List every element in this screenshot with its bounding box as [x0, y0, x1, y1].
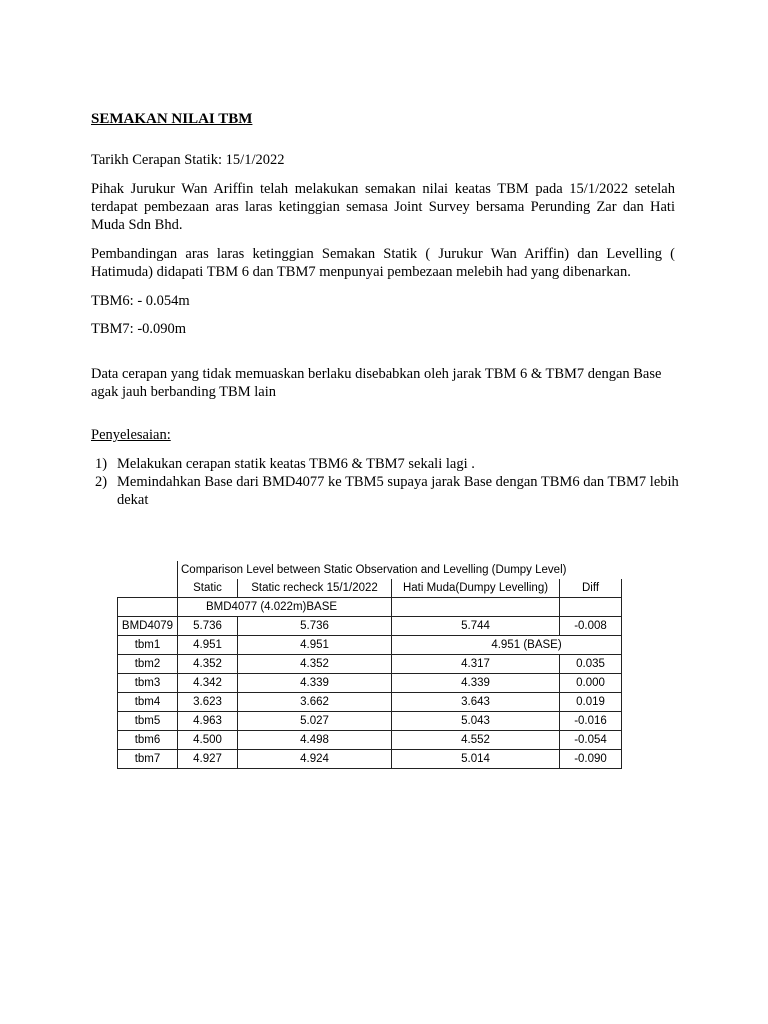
table-row: [118, 731, 622, 750]
station-name: tbm7: [118, 750, 178, 769]
table-row: [118, 674, 622, 693]
table-row: [118, 636, 622, 655]
hati-value: 4.339: [392, 674, 560, 693]
list-item: [95, 455, 695, 473]
diff-value: -0.008: [560, 617, 622, 636]
table-title: Comparison Level between Static Observation and Levelling (Dumpy Level): [178, 561, 622, 579]
table-row: [118, 655, 622, 674]
hati-value: 5.014: [392, 750, 560, 769]
static-value: 4.342: [178, 674, 238, 693]
table-row: [118, 617, 622, 636]
station-name: tbm5: [118, 712, 178, 731]
station-name: tbm3: [118, 674, 178, 693]
hati-value: 4.951 (BASE): [392, 636, 622, 655]
static-value: 5.736: [178, 617, 238, 636]
table-header-row: [118, 579, 622, 598]
table-title-row: [118, 561, 622, 579]
recheck-value: 4.951: [238, 636, 392, 655]
station-name: tbm1: [118, 636, 178, 655]
station-name: tbm2: [118, 655, 178, 674]
recheck-value: 3.662: [238, 693, 392, 712]
diff-value: 0.035: [560, 655, 622, 674]
tbm6-difference: TBM6: - 0.054m: [91, 293, 190, 309]
static-value: 4.500: [178, 731, 238, 750]
paragraph-intro: Pihak Jurukur Wan Ariffin telah melakukan semakan nilai keatas TBM pada 15/1/2022 setelah terdapat pembezaan aras laras ketinggian semasa Joint Survey bersama Perunding Zar dan Hati Muda Sdn Bhd.: [91, 181, 675, 233]
hati-value: 5.744: [392, 617, 560, 636]
diff-value: -0.090: [560, 750, 622, 769]
station-name: tbm4: [118, 693, 178, 712]
document-title: SEMAKAN NILAI TBM: [91, 111, 253, 127]
recheck-value: 5.027: [238, 712, 392, 731]
observation-date: Tarikh Cerapan Statik: 15/1/2022: [91, 152, 285, 168]
table-base-row: [118, 598, 622, 617]
table-row: [118, 750, 622, 769]
static-value: 4.352: [178, 655, 238, 674]
base-label: BMD4077 (4.022m)BASE: [178, 598, 392, 617]
solution-heading: Penyelesaian:: [91, 427, 171, 443]
list-item: [95, 473, 695, 509]
tbm7-difference: TBM7: -0.090m: [91, 321, 187, 337]
diff-value: -0.054: [560, 731, 622, 750]
hati-value: 4.317: [392, 655, 560, 674]
hati-value: 3.643: [392, 693, 560, 712]
recheck-value: 4.352: [238, 655, 392, 674]
solution-list: [95, 455, 695, 509]
static-value: 4.927: [178, 750, 238, 769]
recheck-value: 4.498: [238, 731, 392, 750]
station-name: BMD4079: [118, 617, 178, 636]
list-text: Melakukan cerapan statik keatas TBM6 & TBM7 sekali lagi .: [117, 456, 475, 472]
paragraph-comparison: Pembandingan aras laras ketinggian Semakan Statik ( Jurukur Wan Ariffin) dan Levelling ( Hatimuda) didapati TBM 6 dan TBM7 menpunyai pembezaan melebih had yang dibenarkan.: [91, 246, 675, 280]
table-row: [118, 712, 622, 731]
diff-value: 0.000: [560, 674, 622, 693]
header-static-recheck: Static recheck 15/1/2022: [238, 579, 392, 598]
table-row: [118, 693, 622, 712]
paragraph-cause: Data cerapan yang tidak memuaskan berlaku disebabkan oleh jarak TBM 6 & TBM7 dengan Base agak jauh berbanding TBM lain: [91, 366, 662, 400]
static-value: 4.951: [178, 636, 238, 655]
static-value: 4.963: [178, 712, 238, 731]
diff-value: 0.019: [560, 693, 622, 712]
comparison-table-image: [117, 561, 621, 769]
station-name: tbm6: [118, 731, 178, 750]
header-diff: Diff: [560, 579, 622, 598]
header-hati-muda: Hati Muda(Dumpy Levelling): [392, 579, 560, 598]
table-body: [118, 617, 622, 769]
hati-value: 4.552: [392, 731, 560, 750]
recheck-value: 5.736: [238, 617, 392, 636]
header-static: Static: [178, 579, 238, 598]
list-number: 2): [95, 474, 108, 490]
comparison-table: [117, 561, 622, 769]
static-value: 3.623: [178, 693, 238, 712]
diff-value: -0.016: [560, 712, 622, 731]
list-number: 1): [95, 456, 108, 472]
recheck-value: 4.924: [238, 750, 392, 769]
list-text: Memindahkan Base dari BMD4077 ke TBM5 supaya jarak Base dengan TBM6 dan TBM7 lebih dekat: [117, 474, 679, 508]
recheck-value: 4.339: [238, 674, 392, 693]
hati-value: 5.043: [392, 712, 560, 731]
